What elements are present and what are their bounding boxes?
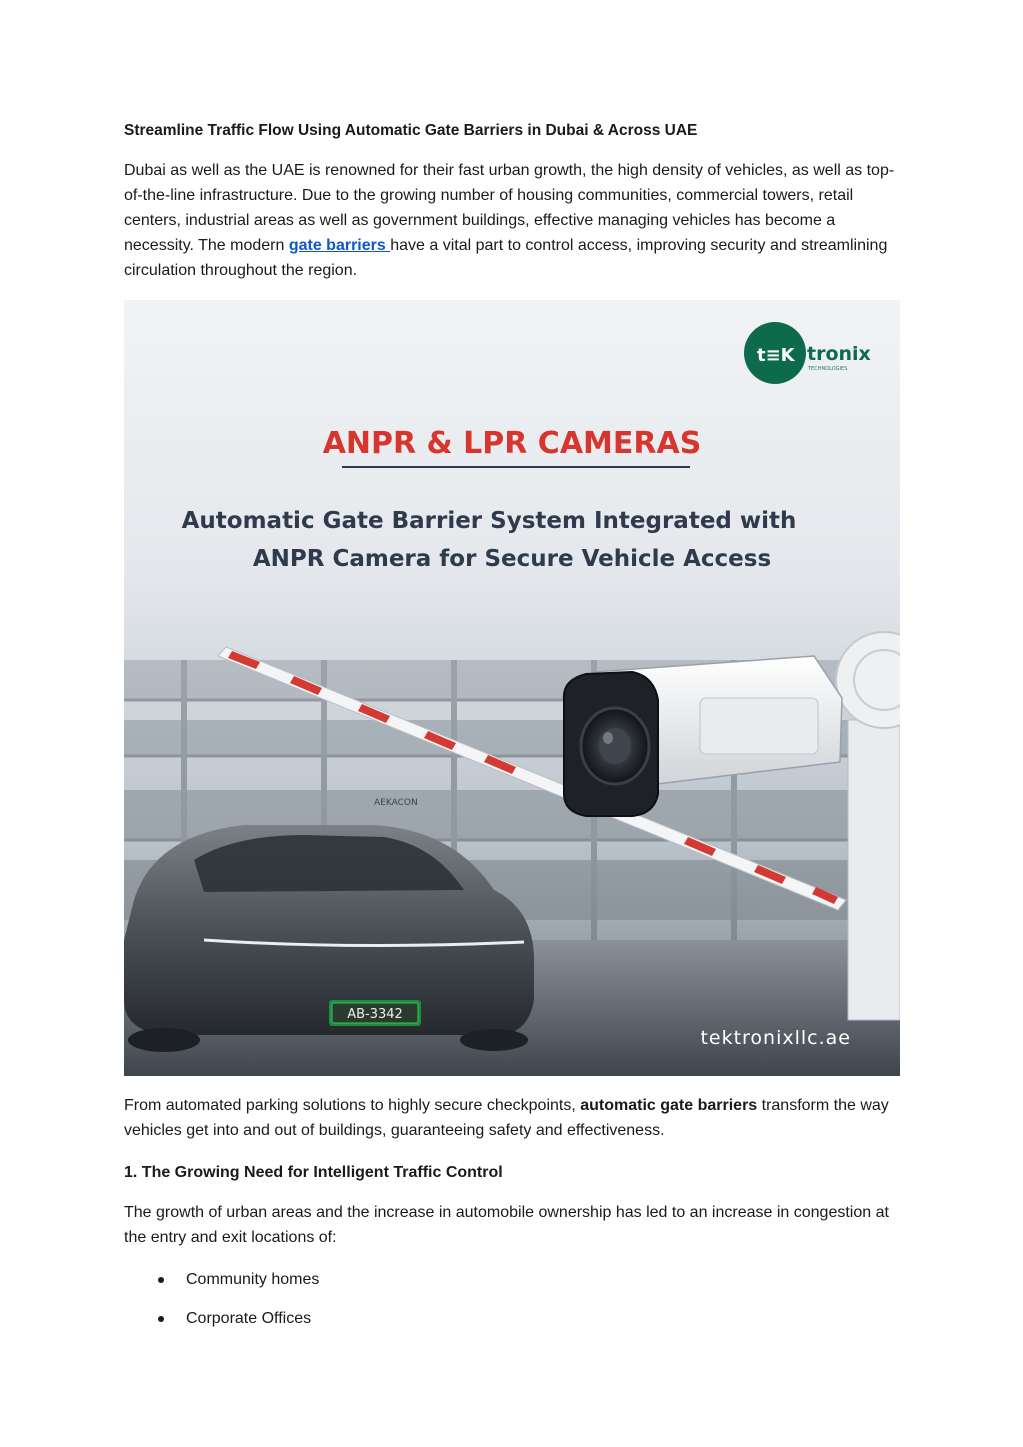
plate-number: AB-3342 [347,1007,403,1022]
section1-paragraph: The growth of urban areas and the increase in automobile ownership has led to an increase in congestion at the entry and exit locations of: [124,1204,889,1246]
para2-text: From automated parking solutions to highly secure checkpoints, [124,1097,581,1114]
list-item [124,1267,900,1292]
intro-text-end: have a vital part to control access, improving security and streamlining circulation throughout the region. [124,237,888,279]
bullet-list [124,1267,900,1331]
paragraph-2 [124,1093,900,1143]
banner-illustration [124,300,900,1076]
intro-paragraph [124,158,900,283]
bullet-icon [158,1316,164,1322]
list-item-text: Community homes [186,1271,320,1288]
logo-subtitle: TECHNOLOGIES [808,366,848,372]
logo-wordmark: tronix [807,343,871,365]
banner-subheading-line2: ANPR Camera for Secure Vehicle Access [252,546,772,572]
list-item [124,1306,900,1331]
anpr-banner-image [124,300,900,1076]
banner-website: tektronixllc.ae [700,1027,851,1049]
section1-heading: 1. The Growing Need for Intelligent Traffic Control [124,1164,503,1181]
list-item-text: Corporate Offices [186,1310,312,1327]
bullet-icon [158,1277,164,1283]
logo-mark: t≡K [757,345,795,366]
document-page [124,120,900,1345]
banner-heading: ANPR & LPR CAMERAS [322,426,702,461]
gate-barriers-link[interactable]: gate barriers [288,237,391,254]
banner-subheading-line1: Automatic Gate Barrier System Integrated with [181,508,797,534]
intro-text: Dubai as well as the UAE is renowned for their fast urban growth, the high density of vehicles, as well as top-of-the-line infrastructure. Due to the growing number of housing communities, commercial towers, retail centers, industrial areas as well as government buildings, effective managing vehicles has become a necessity. The modern [124,162,895,254]
building-sign: AEKACON [374,798,418,808]
para2-bold-term: automatic gate barriers [580,1097,758,1114]
article-title: Streamline Traffic Flow Using Automatic Gate Barriers in Dubai & Across UAE [124,122,698,139]
para2-text-end: transform the way vehicles get into and out of buildings, guaranteeing safety and effectiveness. [124,1097,889,1139]
